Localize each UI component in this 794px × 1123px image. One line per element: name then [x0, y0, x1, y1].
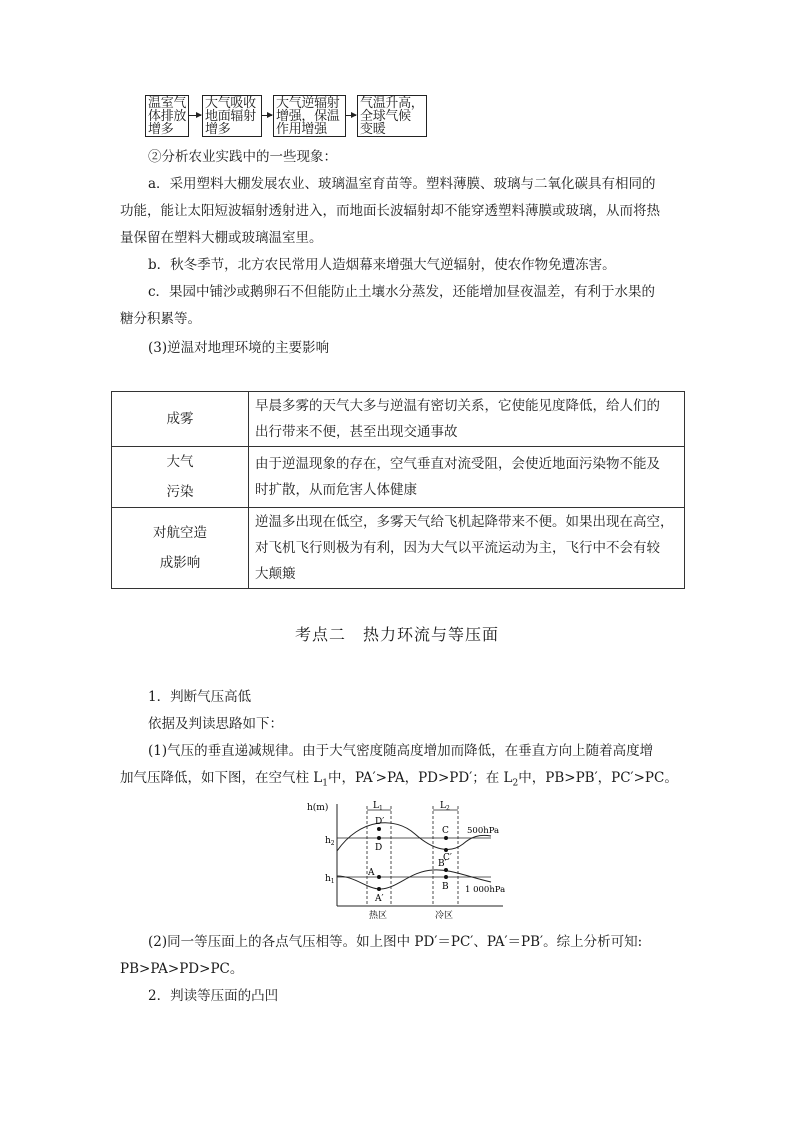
row-label-text: 对航空造 [153, 525, 207, 541]
row-label-aviation [112, 508, 249, 589]
greenhouse-flowchart [145, 95, 435, 139]
label-D: D [375, 843, 383, 853]
part1-heading: 1．判断气压高低 [148, 689, 252, 705]
cold-zone-label: 冷区 [435, 911, 454, 921]
part1-paragraph2-line: PB>PA>PD>PC。 [120, 961, 244, 977]
section3-heading: (3)逆温对地理环境的主要影响 [148, 340, 330, 356]
text-fragment: 中，PB>PB′，PC′>PC。 [518, 770, 678, 786]
row-label-pollution [112, 447, 249, 508]
row-content [249, 508, 685, 589]
point-C-prime [444, 848, 448, 852]
part1-paragraph1-line [120, 769, 678, 787]
flow-arrow [346, 115, 356, 116]
part1-intro: 依据及判读思路如下： [148, 716, 283, 732]
hot-zone-label: 热区 [369, 911, 388, 921]
isobar-500-label: 500hPa [467, 826, 500, 836]
section2-b-line: b．秋冬季节，北方农民常用人造烟幕来增强大气逆辐射，使农作物免遭冻害。 [148, 257, 616, 273]
flow-box-2-line: 地面辐射 [205, 109, 256, 124]
row-content-line: 出行带来不便，甚至出现交通事故 [255, 424, 458, 440]
flow-box-2 [202, 95, 262, 137]
row-label-text: 成雾 [166, 411, 194, 427]
label-C-prime: C′ [443, 853, 452, 863]
flow-box-3-line: 大气逆辐射 [276, 96, 340, 111]
row-content [249, 447, 685, 508]
inversion-effects-table [111, 391, 685, 589]
flow-box-4-line: 变暖 [360, 122, 386, 137]
section2-heading: ②分析农业实践中的一些现象： [148, 149, 337, 165]
point-A-prime [377, 887, 381, 891]
label-C: C [442, 826, 449, 836]
flow-box-4 [357, 95, 427, 137]
table-row [112, 447, 685, 508]
point-A [377, 875, 381, 879]
flow-box-4-line: 全球气候 [360, 109, 411, 124]
table-row [112, 508, 685, 589]
row-label-text: 大气 [166, 454, 194, 470]
label-A-prime: A′ [375, 894, 384, 904]
part1-paragraph1-line: (1)气压的垂直递减规律。由于大气密度随高度增加而降低，在垂直方向上随着高度增 [148, 743, 654, 759]
isobar-diagram [305, 796, 525, 924]
text-fragment: 中，PA′>PA，PD>PD′；在 L [328, 770, 513, 786]
flow-box-1-line: 温室气 [148, 96, 187, 111]
h2-label: $h_2$ [325, 836, 335, 847]
point-D [377, 836, 381, 840]
label-A: A [368, 868, 375, 878]
row-content-line: 对飞机飞行则极为有利，因为大气以平流运动为主，飞行中不会有较 [255, 540, 660, 556]
flow-box-1 [145, 95, 189, 137]
isobar-1000-label: 1 000hPa [465, 885, 506, 895]
row-content-line: 逆温多出现在低空，多雾天气给飞机起降带来不便。如果出现在高空， [255, 514, 674, 530]
point-D-prime [377, 827, 381, 831]
label-B-prime: B′ [438, 859, 447, 869]
point-B [444, 875, 448, 879]
row-content [249, 392, 685, 447]
y-axis-label: h(m) [307, 803, 329, 813]
flow-box-1-line: 体排放 [148, 109, 187, 124]
flow-box-1-line: 增多 [148, 122, 174, 137]
h1-label: $h_1$ [325, 874, 335, 885]
L2-label: $L_2$ [440, 801, 450, 812]
text-fragment: 加气压降低，如下图，在空气柱 L [120, 770, 323, 786]
label-B: B [442, 882, 449, 892]
L1-label: $L_1$ [373, 801, 383, 812]
row-content-line: 时扩散，从而危害人体健康 [255, 482, 417, 498]
row-content-line: 大颠簸 [255, 566, 296, 582]
row-label-text: 成影响 [159, 555, 201, 571]
flow-arrow [262, 115, 272, 116]
row-content-line: 由于逆温现象的存在，空气垂直对流受阻，会使近地面污染物不能及 [255, 456, 660, 472]
part2-heading: 2．判读等压面的凸凹 [148, 988, 279, 1004]
section2-c-line: c．果园中铺沙或鹅卵石不但能防止土壤水分蒸发，还能增加昼夜温差，有利于水果的 [148, 284, 656, 300]
flow-box-3-line: 作用增强 [276, 122, 327, 137]
subscript: 1 [322, 778, 328, 789]
section-title: 考点二 热力环流与等压面 [294, 625, 499, 644]
section2-a-line: 功能，能让太阳短波辐射透射进入，而地面长波辐射却不能穿透塑料薄膜或玻璃，从而将热 [120, 203, 660, 219]
row-label-fog [112, 392, 249, 447]
flow-box-3-line: 增强，保温 [276, 109, 340, 124]
flow-box-3 [273, 95, 346, 137]
flow-arrow [189, 115, 201, 116]
point-C [444, 836, 448, 840]
flow-box-4-line: 气温升高， [360, 96, 424, 111]
label-D-prime: D′ [375, 817, 385, 827]
table-row [112, 392, 685, 447]
section2-a-line: a．采用塑料大棚发展农业、玻璃温室育苗等。塑料薄膜、玻璃与二氧化碳具有相同的 [148, 176, 656, 192]
section2-c-line: 糖分积累等。 [120, 311, 201, 327]
part1-paragraph2-line: (2)同一等压面上的各点气压相等。如上图中 PD′＝PC′、PA′＝PB′。综上分析可知: [148, 934, 643, 950]
flow-box-2-line: 增多 [205, 122, 231, 137]
row-content-line: 早晨多雾的天气大多与逆温有密切关系，它使能见度降低，给人们的 [255, 398, 660, 414]
flow-box-2-line: 大气吸收 [205, 96, 256, 111]
row-label-text: 污染 [166, 484, 194, 500]
section2-a-line: 量保留在塑料大棚或玻璃温室里。 [120, 230, 323, 246]
subscript: 2 [512, 778, 519, 789]
